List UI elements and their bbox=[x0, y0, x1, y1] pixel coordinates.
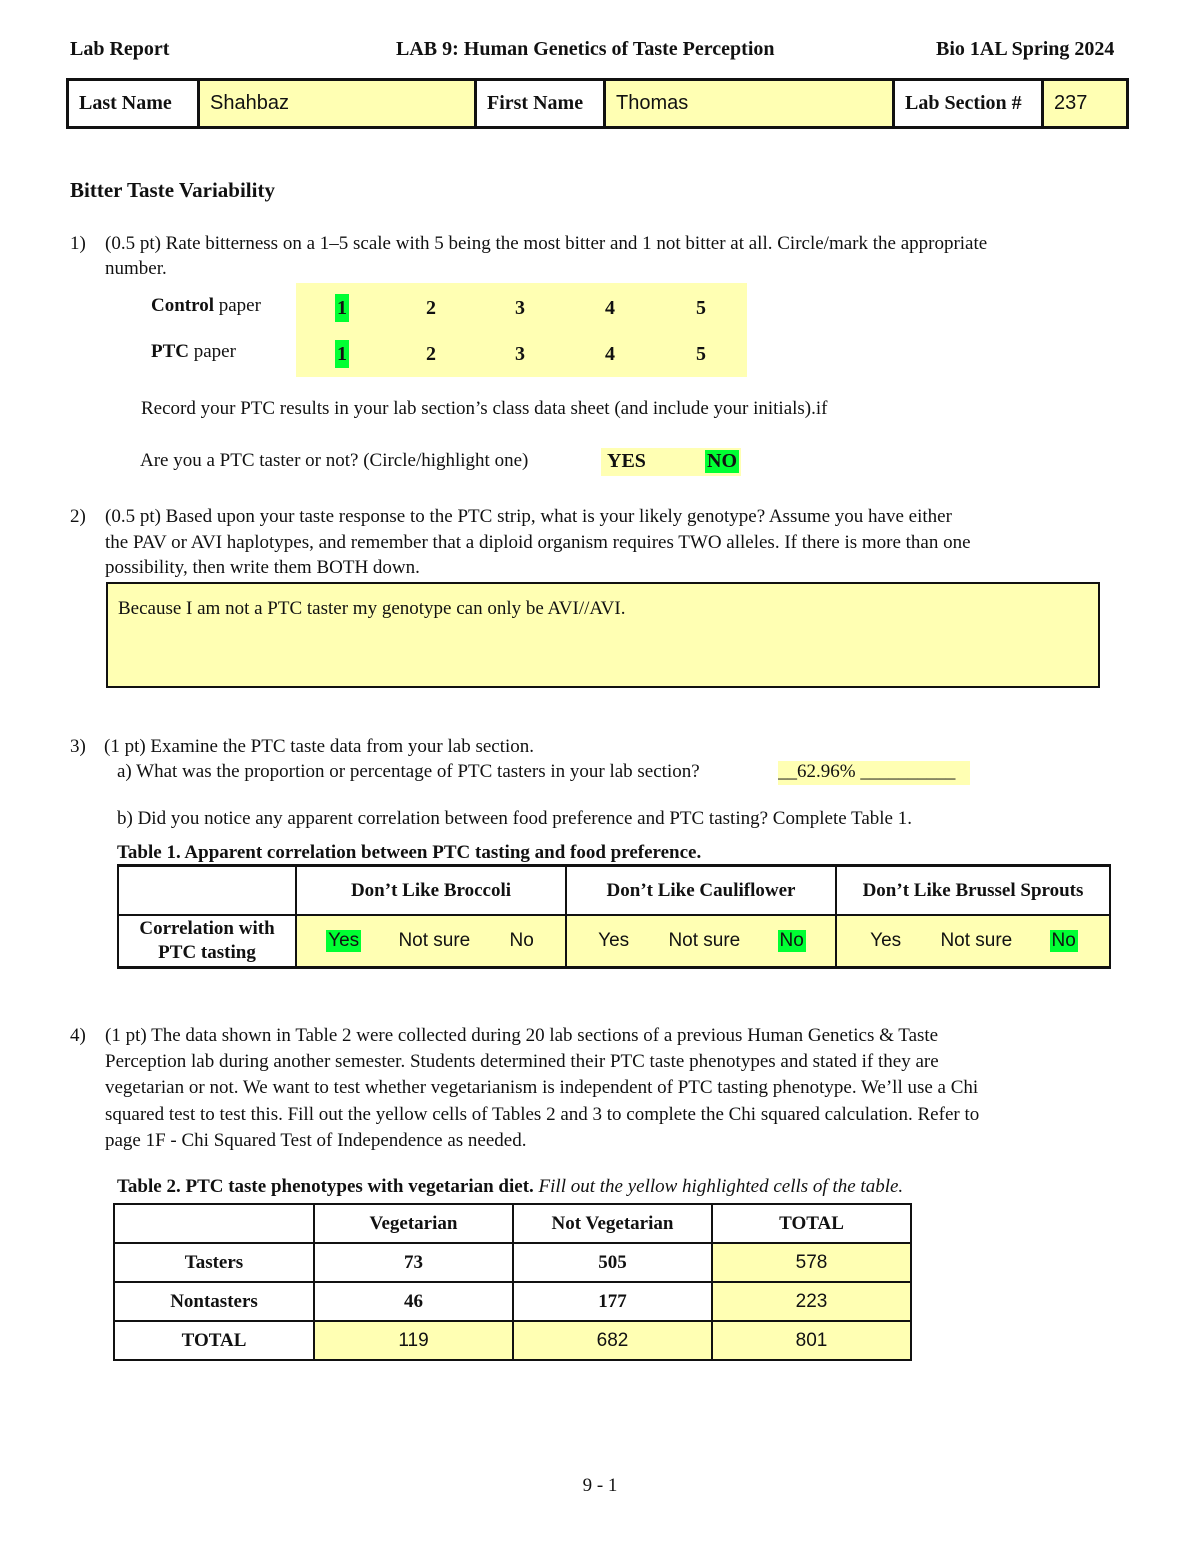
nontasters-total-field[interactable]: 223 bbox=[712, 1282, 911, 1321]
last-name-label: Last Name bbox=[68, 80, 199, 128]
row-label-total: TOTAL bbox=[114, 1321, 314, 1360]
table2-header-vegetarian: Vegetarian bbox=[314, 1204, 513, 1243]
tasters-total-field[interactable]: 578 bbox=[712, 1243, 911, 1282]
cauliflower-options bbox=[566, 915, 836, 968]
ptc-rating-2[interactable]: 2 bbox=[426, 343, 436, 365]
sprouts-notsure-option[interactable]: Not sure bbox=[940, 930, 1013, 951]
broccoli-notsure-option[interactable]: Not sure bbox=[398, 930, 471, 951]
table2-header-not-vegetarian: Not Vegetarian bbox=[513, 1204, 712, 1243]
table-row bbox=[114, 1321, 911, 1360]
q1-text-line1: (0.5 pt) Rate bitterness on a 1–5 scale with 5 being the most bitter and 1 not bitter at all. Circle/mark the appropriate bbox=[105, 233, 988, 254]
q2-text-line3: possibility, then write them BOTH down. bbox=[105, 557, 420, 578]
table1-row-label: Correlation with PTC tasting bbox=[118, 915, 296, 968]
broccoli-options bbox=[296, 915, 566, 968]
student-info-table bbox=[66, 78, 1129, 129]
first-name-field[interactable]: Thomas bbox=[605, 80, 894, 128]
record-results-text: Record your PTC results in your lab section’s class data sheet (and include your initials).if bbox=[141, 398, 828, 419]
header-title: LAB 9: Human Genetics of Taste Perception bbox=[396, 38, 775, 60]
genotype-answer-box[interactable] bbox=[106, 582, 1100, 688]
q3b-text: b) Did you notice any apparent correlation between food preference and PTC tasting? Complete Table 1. bbox=[117, 808, 912, 829]
sprouts-yes-option[interactable]: Yes bbox=[870, 930, 902, 951]
ptc-rating-5[interactable]: 5 bbox=[696, 343, 706, 365]
taster-question: Are you a PTC taster or not? (Circle/highlight one) bbox=[140, 450, 529, 471]
grand-total-field[interactable]: 801 bbox=[712, 1321, 911, 1360]
broccoli-no-option[interactable]: No bbox=[509, 930, 534, 951]
row-label-nontasters: Nontasters bbox=[114, 1282, 314, 1321]
total-vegetarian-field[interactable]: 119 bbox=[314, 1321, 513, 1360]
control-rating-5[interactable]: 5 bbox=[696, 297, 706, 319]
nontasters-vegetarian: 46 bbox=[314, 1282, 513, 1321]
control-rating-1[interactable]: 1 bbox=[335, 294, 349, 322]
table1-col-broccoli: Don’t Like Broccoli bbox=[296, 866, 566, 916]
header-left: Lab Report bbox=[70, 38, 170, 60]
cauliflower-yes-option[interactable]: Yes bbox=[598, 930, 630, 951]
ptc-rating-3[interactable]: 3 bbox=[515, 343, 525, 365]
ptc-rating-4[interactable]: 4 bbox=[605, 343, 615, 365]
section-title: Bitter Taste Variability bbox=[70, 178, 275, 202]
q1-text-line2: number. bbox=[105, 258, 167, 279]
table-row bbox=[114, 1282, 911, 1321]
q4-text-line4: squared test to test this. Fill out the yellow cells of Tables 2 and 3 to complete the Chi squared calculation. Refer to bbox=[105, 1104, 980, 1125]
table1 bbox=[117, 864, 1111, 969]
table2-corner bbox=[114, 1204, 314, 1243]
q4-text-line2: Perception lab during another semester. Students determined their PTC taste phenotypes and stated if they are bbox=[105, 1051, 939, 1072]
control-rating-4[interactable]: 4 bbox=[605, 297, 615, 319]
first-name-label: First Name bbox=[476, 80, 605, 128]
q4-number: 4) bbox=[70, 1025, 86, 1046]
header-right: Bio 1AL Spring 2024 bbox=[936, 38, 1115, 60]
q1-number: 1) bbox=[70, 233, 86, 254]
no-option-selected[interactable]: NO bbox=[707, 450, 737, 472]
lab-section-field[interactable]: 237 bbox=[1043, 80, 1128, 128]
ptc-paper-label: PTC paper bbox=[151, 341, 236, 362]
table1-corner bbox=[118, 866, 296, 916]
table2 bbox=[113, 1203, 912, 1361]
q3a-text: a) What was the proportion or percentage of PTC tasters in your lab section? bbox=[117, 761, 700, 782]
yes-option[interactable]: YES bbox=[607, 450, 646, 472]
sprouts-options bbox=[836, 915, 1110, 968]
cauliflower-notsure-option[interactable]: Not sure bbox=[668, 930, 741, 951]
sprouts-no-option[interactable]: No bbox=[1051, 930, 1076, 951]
control-rating-3[interactable]: 3 bbox=[515, 297, 525, 319]
cauliflower-no-option[interactable]: No bbox=[779, 930, 804, 951]
control-paper-label: Control paper bbox=[151, 295, 261, 316]
ptc-rating-1[interactable]: 1 bbox=[335, 340, 349, 368]
last-name-field[interactable]: Shahbaz bbox=[199, 80, 476, 128]
table2-header-total: TOTAL bbox=[712, 1204, 911, 1243]
q2-text-line1: (0.5 pt) Based upon your taste response to the PTC strip, what is your likely genotype? Assume you have either bbox=[105, 506, 952, 527]
q3-number: 3) bbox=[70, 736, 86, 757]
tasters-vegetarian: 73 bbox=[314, 1243, 513, 1282]
q3a-answer[interactable]: __62.96% __________ bbox=[778, 761, 970, 785]
control-rating-2[interactable]: 2 bbox=[426, 297, 436, 319]
table1-caption: Table 1. Apparent correlation between PTC tasting and food preference. bbox=[117, 842, 702, 863]
table1-col-sprouts: Don’t Like Brussel Sprouts bbox=[836, 866, 1110, 916]
table1-col-cauliflower: Don’t Like Cauliflower bbox=[566, 866, 836, 916]
q4-text-line3: vegetarian or not. We want to test whether vegetarianism is independent of PTC tasting phenotype. We’ll use a Chi bbox=[105, 1077, 979, 1098]
q4-text-line5: page 1F - Chi Squared Test of Independence as needed. bbox=[105, 1130, 527, 1151]
q2-text-line2: the PAV or AVI haplotypes, and remember that a diploid organism requires TWO alleles. If there is more than one bbox=[105, 532, 971, 553]
q4-text-line1: (1 pt) The data shown in Table 2 were collected during 20 lab sections of a previous Human Genetics & Taste bbox=[105, 1025, 939, 1046]
row-label-tasters: Tasters bbox=[114, 1243, 314, 1282]
total-not-vegetarian-field[interactable]: 682 bbox=[513, 1321, 712, 1360]
tasters-not-vegetarian: 505 bbox=[513, 1243, 712, 1282]
page-number: 9 - 1 bbox=[582, 1475, 618, 1496]
lab-section-label: Lab Section # bbox=[894, 80, 1043, 128]
q3-text: (1 pt) Examine the PTC taste data from your lab section. bbox=[104, 736, 535, 757]
q2-number: 2) bbox=[70, 506, 86, 527]
table-row bbox=[114, 1243, 911, 1282]
genotype-answer-text: Because I am not a PTC taster my genotype can only be AVI//AVI. bbox=[118, 598, 626, 619]
nontasters-not-vegetarian: 177 bbox=[513, 1282, 712, 1321]
table2-caption: Table 2. PTC taste phenotypes with vegetarian diet. Fill out the yellow highlighted cells of the table. bbox=[117, 1176, 904, 1197]
broccoli-yes-option[interactable]: Yes bbox=[328, 930, 360, 951]
